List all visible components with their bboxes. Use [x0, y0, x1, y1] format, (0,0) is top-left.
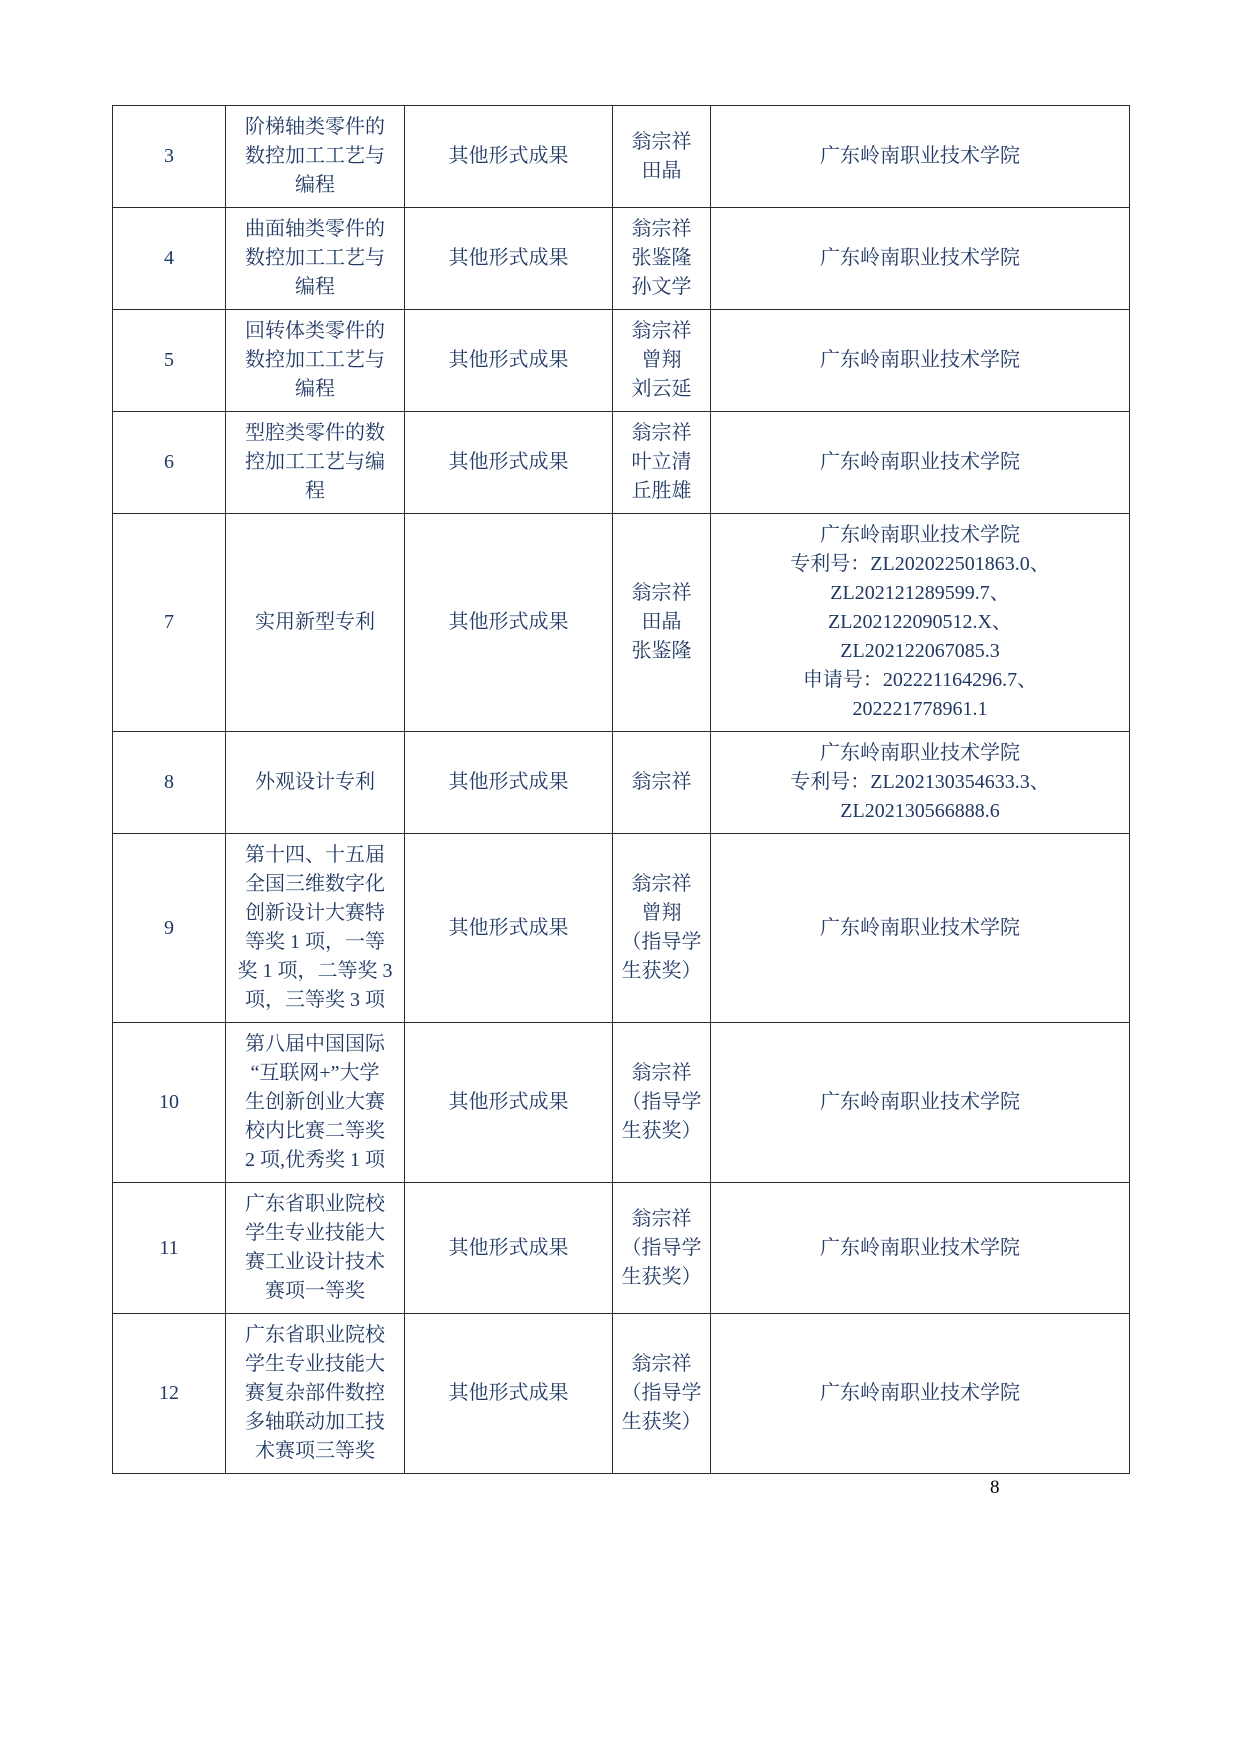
table-row	[113, 208, 1130, 310]
cell-organization	[711, 1183, 1130, 1314]
text-line: 术赛项三等奖	[255, 1440, 375, 1462]
text-line: 型腔类零件的数	[245, 422, 385, 444]
cell-organization	[711, 834, 1130, 1023]
cell-achievement-name	[226, 1314, 405, 1474]
text-line: 编程	[295, 276, 335, 298]
text-line: 生创新创业大赛	[245, 1091, 385, 1113]
cell-row-number	[113, 412, 226, 514]
text-line: 丘胜雄	[631, 480, 692, 502]
cell-achievement-form	[405, 412, 613, 514]
text-line: 程	[305, 480, 325, 502]
text-line: （指导学	[621, 1382, 702, 1404]
text-line: 其他形式成果	[448, 1091, 569, 1113]
table-row	[113, 1023, 1130, 1183]
text-line: （指导学	[621, 1091, 702, 1113]
cell-row-number	[113, 1314, 226, 1474]
text-line: 数控加工工艺与	[245, 349, 385, 371]
cell-organization	[711, 310, 1130, 412]
achievements-table-body	[113, 106, 1130, 1474]
text-line: 田晶	[641, 611, 682, 633]
text-line: 阶梯轴类零件的	[245, 116, 385, 138]
text-line: 5	[164, 349, 174, 371]
text-line: 曾翔	[641, 902, 682, 924]
text-line: 翁宗祥	[631, 320, 692, 342]
text-line: 全国三维数字化	[245, 873, 385, 895]
text-line: ZL202130566888.6	[840, 800, 1000, 822]
cell-people	[613, 310, 711, 412]
cell-row-number	[113, 208, 226, 310]
cell-achievement-form	[405, 106, 613, 208]
text-line: 赛项一等奖	[265, 1280, 365, 1302]
text-line: 广东岭南职业技术学院	[820, 1236, 1020, 1259]
cell-achievement-name	[226, 412, 405, 514]
text-line: 生获奖）	[621, 960, 702, 982]
cell-achievement-form	[405, 310, 613, 412]
text-line: 创新设计大赛特	[245, 902, 385, 924]
text-line: 叶立清	[631, 451, 692, 473]
text-line: 7	[164, 611, 174, 633]
cell-people	[613, 514, 711, 732]
text-line: 第十四、十五届	[245, 844, 385, 866]
text-line: 翁宗祥	[631, 582, 692, 604]
cell-achievement-name	[226, 834, 405, 1023]
cell-row-number	[113, 732, 226, 834]
text-line: 多轴联动加工技	[245, 1411, 385, 1433]
cell-organization	[711, 1314, 1130, 1474]
cell-achievement-name	[226, 106, 405, 208]
text-line: 田晶	[641, 159, 682, 182]
cell-row-number	[113, 106, 226, 208]
text-line: 刘云延	[631, 378, 692, 400]
cell-achievement-form	[405, 1023, 613, 1183]
text-line: 广东岭南职业技术学院	[820, 524, 1020, 546]
text-line: 6	[164, 451, 174, 473]
text-line: （指导学	[621, 931, 702, 953]
text-line: 专利号：ZL202022501863.0、	[790, 553, 1050, 575]
text-line: 生获奖）	[621, 1265, 702, 1288]
table-row	[113, 412, 1130, 514]
text-line: 12	[159, 1382, 179, 1404]
table-row	[113, 106, 1130, 208]
text-line: 奖 1 项，二等奖 3	[237, 960, 393, 982]
cell-organization	[711, 412, 1130, 514]
text-line: 广东岭南职业技术学院	[820, 145, 1020, 167]
page-number: 8	[990, 1477, 1000, 1498]
text-line: ZL202121289599.7、	[830, 582, 1010, 604]
cell-achievement-name	[226, 732, 405, 834]
text-line: 其他形式成果	[448, 1382, 569, 1404]
text-line: 回转体类零件的	[245, 320, 385, 342]
cell-people	[613, 834, 711, 1023]
cell-achievement-form	[405, 514, 613, 732]
text-line: 实用新型专利	[255, 611, 375, 633]
table-row	[113, 834, 1130, 1023]
text-line: 赛工业设计技术	[245, 1251, 385, 1273]
table-row	[113, 310, 1130, 412]
text-line: 曲面轴类零件的	[245, 218, 385, 240]
text-line: 其他形式成果	[448, 916, 569, 939]
text-line: 8	[164, 771, 174, 793]
text-line: 3	[164, 145, 174, 167]
cell-achievement-name	[226, 1023, 405, 1183]
text-line: 编程	[295, 378, 335, 400]
cell-people	[613, 1314, 711, 1474]
text-line: 其他形式成果	[448, 611, 569, 633]
text-line: 其他形式成果	[448, 247, 569, 269]
text-line: 广东岭南职业技术学院	[820, 247, 1020, 269]
text-line: 曾翔	[641, 349, 682, 371]
text-line: 广东岭南职业技术学院	[820, 742, 1020, 764]
text-line: 翁宗祥	[631, 873, 692, 895]
text-line: 生获奖）	[621, 1120, 702, 1142]
cell-row-number	[113, 514, 226, 732]
cell-organization	[711, 1023, 1130, 1183]
text-line: 数控加工工艺与	[245, 145, 385, 167]
cell-achievement-name	[226, 1183, 405, 1314]
text-line: 9	[164, 916, 174, 939]
text-line: 等奖 1 项，一等	[245, 931, 385, 953]
text-line: 翁宗祥	[631, 771, 692, 793]
table-row	[113, 1314, 1130, 1474]
table-row	[113, 1183, 1130, 1314]
text-line: 11	[159, 1236, 179, 1259]
cell-achievement-form	[405, 208, 613, 310]
text-line: 202221778961.1	[852, 698, 988, 720]
text-line: 控加工工艺与编	[245, 451, 385, 473]
cell-people	[613, 1023, 711, 1183]
text-line: 数控加工工艺与	[245, 247, 385, 269]
cell-row-number	[113, 834, 226, 1023]
text-line: 外观设计专利	[255, 771, 375, 793]
table-row	[113, 514, 1130, 732]
text-line: 翁宗祥	[631, 1207, 692, 1230]
text-line: “互联网+”大学	[250, 1062, 380, 1084]
table-row	[113, 732, 1130, 834]
cell-achievement-name	[226, 208, 405, 310]
text-line: 广东岭南职业技术学院	[820, 349, 1020, 371]
cell-achievement-form	[405, 1314, 613, 1474]
cell-people	[613, 208, 711, 310]
text-line: （指导学	[621, 1236, 702, 1259]
text-line: 其他形式成果	[448, 349, 569, 371]
text-line: 其他形式成果	[448, 1236, 569, 1259]
text-line: 生获奖）	[621, 1411, 702, 1433]
text-line: 编程	[295, 174, 335, 196]
text-line: 专利号：ZL202130354633.3、	[790, 771, 1050, 793]
text-line: 学生专业技能大	[245, 1353, 385, 1375]
text-line: 孙文学	[631, 276, 692, 298]
text-line: 申请号：202221164296.7、	[802, 669, 1038, 691]
cell-people	[613, 1183, 711, 1314]
cell-row-number	[113, 1183, 226, 1314]
text-line: 翁宗祥	[631, 422, 692, 444]
text-line: 其他形式成果	[448, 145, 569, 167]
cell-organization	[711, 106, 1130, 208]
text-line: 2 项,优秀奖 1 项	[245, 1149, 385, 1171]
text-line: 翁宗祥	[631, 1353, 692, 1375]
text-line: ZL202122067085.3	[840, 640, 1000, 662]
text-line: 广东岭南职业技术学院	[820, 916, 1020, 939]
text-line: 其他形式成果	[448, 451, 569, 473]
cell-row-number	[113, 310, 226, 412]
text-line: 学生专业技能大	[245, 1222, 385, 1244]
cell-achievement-name	[226, 310, 405, 412]
cell-organization	[711, 514, 1130, 732]
text-line: 广东省职业院校	[245, 1324, 385, 1346]
text-line: 广东省职业院校	[245, 1193, 385, 1215]
text-line: 第八届中国国际	[245, 1033, 385, 1055]
cell-organization	[711, 208, 1130, 310]
text-line: 广东岭南职业技术学院	[820, 451, 1020, 473]
cell-people	[613, 412, 711, 514]
cell-organization	[711, 732, 1130, 834]
text-line: 其他形式成果	[448, 771, 569, 793]
text-line: 翁宗祥	[631, 218, 692, 240]
cell-people	[613, 732, 711, 834]
cell-achievement-form	[405, 834, 613, 1023]
cell-achievement-form	[405, 1183, 613, 1314]
text-line: 翁宗祥	[631, 1062, 692, 1084]
text-line: 张鉴隆	[631, 640, 692, 662]
cell-achievement-form	[405, 732, 613, 834]
text-line: 广东岭南职业技术学院	[820, 1091, 1020, 1113]
cell-people	[613, 106, 711, 208]
text-line: ZL202122090512.X、	[828, 611, 1012, 633]
cell-achievement-name	[226, 514, 405, 732]
text-line: 赛复杂部件数控	[245, 1382, 385, 1404]
text-line: 10	[159, 1091, 179, 1113]
text-line: 项，三等奖 3 项	[245, 989, 385, 1011]
text-line: 校内比赛二等奖	[245, 1120, 385, 1142]
text-line: 翁宗祥	[631, 130, 692, 153]
cell-row-number	[113, 1023, 226, 1183]
text-line: 张鉴隆	[631, 247, 692, 269]
achievements-table	[112, 105, 1130, 1474]
text-line: 4	[164, 247, 174, 269]
text-line: 广东岭南职业技术学院	[820, 1382, 1020, 1404]
